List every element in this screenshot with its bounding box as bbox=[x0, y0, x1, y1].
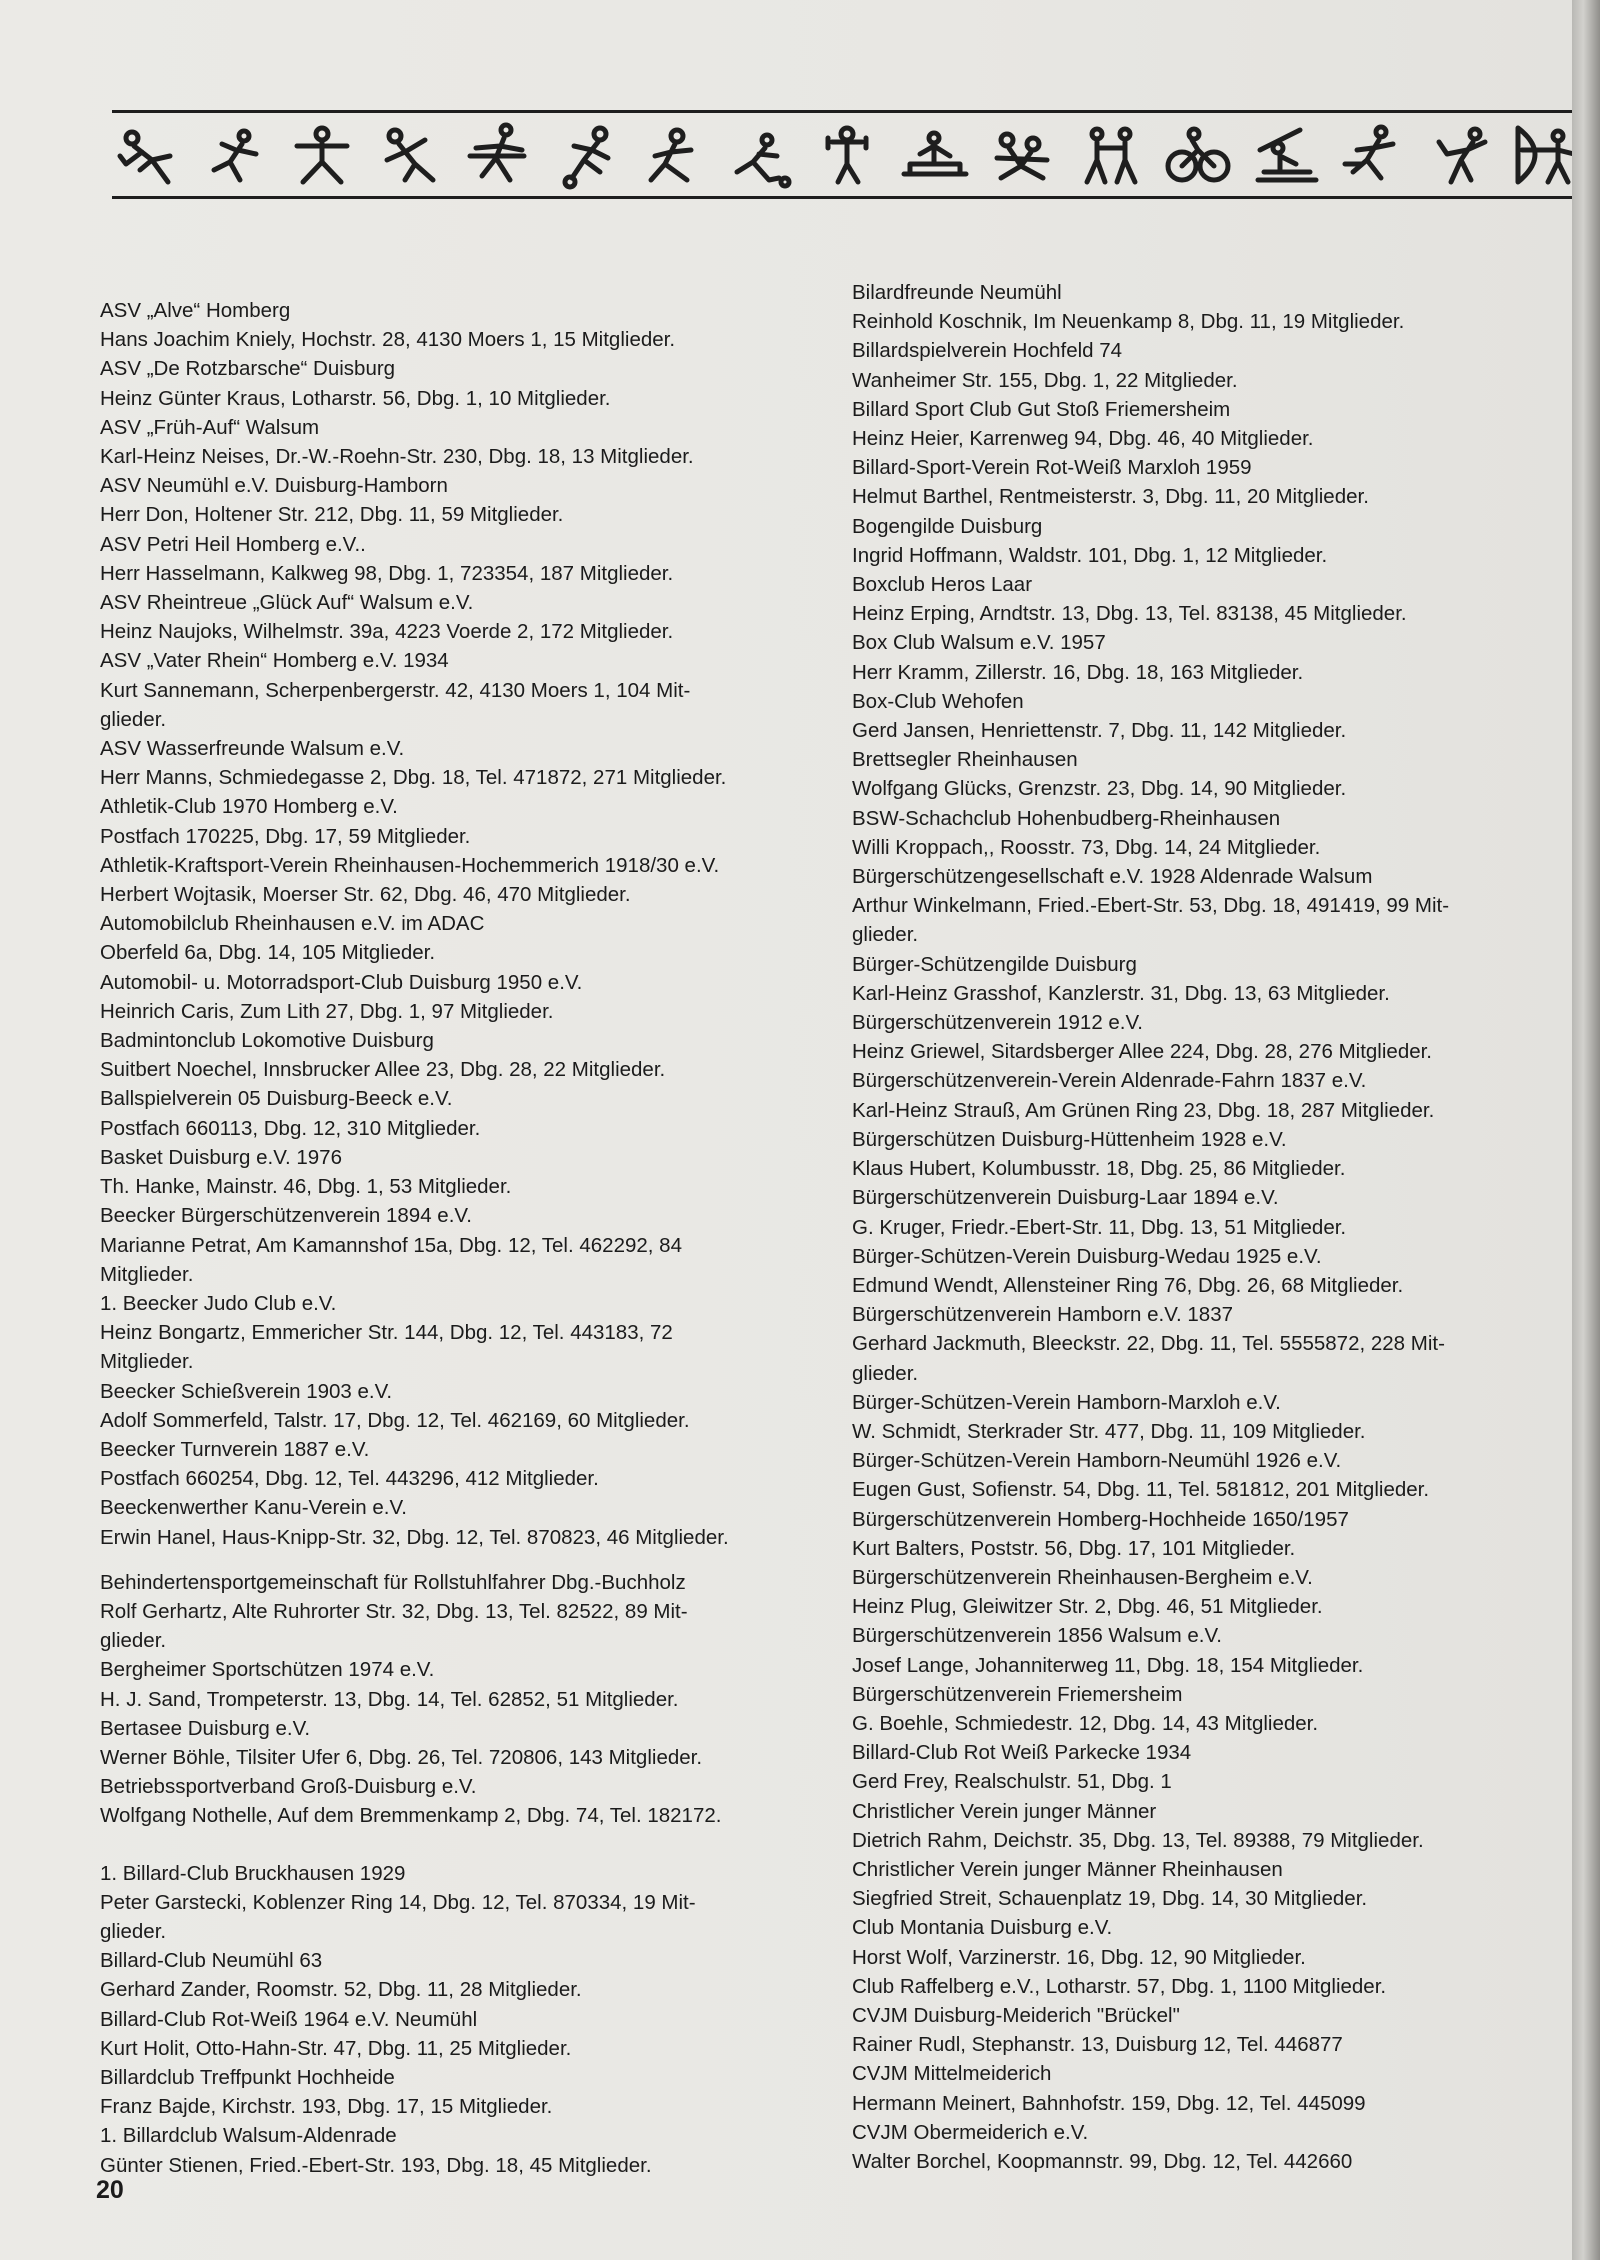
club-contact: Wanheimer Str. 155, Dbg. 1, 22 Mitglieder. bbox=[852, 368, 1238, 392]
club-contact-continued: glieder. bbox=[100, 707, 167, 731]
left-column bbox=[100, 296, 790, 2180]
club-entry bbox=[100, 2121, 790, 2179]
club-entry bbox=[100, 734, 790, 792]
club-name: Automobil- u. Motorradsport-Club Duisburg 1950 e.V. bbox=[100, 970, 583, 994]
high-jump-icon bbox=[462, 120, 532, 190]
club-entry bbox=[100, 792, 790, 850]
club-entry bbox=[852, 1183, 1544, 1241]
club-entry bbox=[100, 1568, 790, 1656]
club-contact: Ingrid Hoffmann, Waldstr. 101, Dbg. 1, 12 Mitglieder. bbox=[852, 543, 1328, 567]
club-contact: Peter Garstecki, Koblenzer Ring 14, Dbg. 12, Tel. 870334, 19 Mit- bbox=[100, 1890, 696, 1914]
club-name: BSW-Schachclub Hohenbudberg-Rheinhausen bbox=[852, 806, 1281, 830]
club-contact: Kurt Holit, Otto-Hahn-Str. 47, Dbg. 11, 25 Mitglieder. bbox=[100, 2036, 572, 2060]
club-entry bbox=[100, 1143, 790, 1201]
club-contact: Karl-Heinz Grasshof, Kanzlerstr. 31, Dbg. 13, 63 Mitglieder. bbox=[852, 981, 1390, 1005]
club-name: Basket Duisburg e.V. 1976 bbox=[100, 1145, 342, 1169]
club-contact: Hermann Meinert, Bahnhofstr. 159, Dbg. 12, Tel. 445099 bbox=[852, 2091, 1366, 2115]
club-name: Bürgerschützenverein Duisburg-Laar 1894 e.V. bbox=[852, 1186, 1279, 1210]
kicking-icon bbox=[725, 120, 795, 190]
club-entry bbox=[100, 1655, 790, 1713]
club-contact: Gerd Frey, Realschulstr. 51, Dbg. 1 bbox=[852, 1770, 1172, 1794]
club-name: Box Club Walsum e.V. 1957 bbox=[852, 631, 1106, 655]
volleyball-icon bbox=[1425, 120, 1495, 190]
club-entry bbox=[852, 1008, 1544, 1066]
club-contact: Suitbert Noechel, Innsbrucker Allee 23, Dbg. 28, 22 Mitglieder. bbox=[100, 1058, 666, 1082]
club-name: ASV Wasserfreunde Walsum e.V. bbox=[100, 737, 405, 761]
wrestling-icon bbox=[987, 120, 1057, 190]
club-entry bbox=[852, 336, 1544, 394]
club-name: Bürgerschützenverein Hamborn e.V. 1837 bbox=[852, 1303, 1234, 1327]
club-entry bbox=[100, 909, 790, 967]
club-name: Club Montania Duisburg e.V. bbox=[852, 1916, 1113, 1940]
club-contact: Adolf Sommerfeld, Talstr. 17, Dbg. 12, Tel. 462169, 60 Mitglieder. bbox=[100, 1408, 690, 1432]
club-contact: Heinz Naujoks, Wilhelmstr. 39a, 4223 Voerde 2, 172 Mitglieder. bbox=[100, 620, 674, 644]
club-entry bbox=[852, 2001, 1544, 2059]
club-name: ASV Rheintreue „Glück Auf“ Walsum e.V. bbox=[100, 591, 474, 615]
football-icon bbox=[550, 120, 620, 190]
club-name: Christlicher Verein junger Männer bbox=[852, 1799, 1157, 1823]
club-entry bbox=[852, 453, 1544, 511]
club-contact: Erwin Hanel, Haus-Knipp-Str. 32, Dbg. 12, Tel. 870823, 46 Mitglieder. bbox=[100, 1525, 729, 1549]
club-name: Bürger-Schützengilde Duisburg bbox=[852, 952, 1137, 976]
club-name: Bürgerschützenverein 1856 Walsum e.V. bbox=[852, 1624, 1222, 1648]
club-contact-continued: Mitglieder. bbox=[100, 1262, 194, 1286]
club-contact: Franz Bajde, Kirchstr. 193, Dbg. 17, 15 Mitglieder. bbox=[100, 2095, 553, 2119]
club-entry bbox=[852, 512, 1544, 570]
club-contact: Gerd Jansen, Henriettenstr. 7, Dbg. 11, 142 Mitglieder. bbox=[852, 719, 1347, 743]
club-entry bbox=[852, 1913, 1544, 1971]
club-entry bbox=[100, 588, 790, 646]
club-name: Bertasee Duisburg e.V. bbox=[100, 1716, 311, 1740]
club-entry bbox=[100, 1772, 790, 1830]
club-name: CVJM Obermeiderich e.V. bbox=[852, 2120, 1089, 2144]
club-name: ASV Neumühl e.V. Duisburg-Hamborn bbox=[100, 474, 448, 498]
club-name: Club Raffelberg e.V., Lotharstr. 57, Dbg. 1, 1100 Mitglieder. bbox=[852, 1974, 1387, 1998]
club-entry bbox=[852, 1242, 1544, 1300]
club-name: CVJM Duisburg-Meiderich "Brückel" bbox=[852, 2003, 1180, 2027]
club-entry bbox=[100, 1435, 790, 1493]
club-entry bbox=[100, 968, 790, 1026]
club-name: Billard-Club Neumühl 63 bbox=[100, 1949, 323, 1973]
club-contact: Wolfgang Nothelle, Auf dem Bremmenkamp 2, Dbg. 74, Tel. 182172. bbox=[100, 1804, 722, 1828]
club-name: Billardspielverein Hochfeld 74 bbox=[852, 339, 1123, 363]
club-entry bbox=[100, 1859, 790, 1947]
hurdles-icon bbox=[112, 120, 182, 190]
club-entry bbox=[100, 1084, 790, 1142]
club-name: Automobilclub Rheinhausen e.V. im ADAC bbox=[100, 912, 485, 936]
club-name: Bilardfreunde Neumühl bbox=[852, 281, 1062, 304]
page-edge-shadow bbox=[1572, 0, 1600, 2260]
weightlifting-icon bbox=[812, 120, 882, 190]
club-entry bbox=[852, 1505, 1544, 1563]
relay-icon bbox=[200, 120, 270, 190]
club-entry bbox=[100, 354, 790, 412]
club-entry bbox=[100, 2063, 790, 2121]
club-contact: Willi Kroppach,, Roosstr. 73, Dbg. 14, 24 Mitglieder. bbox=[852, 835, 1321, 859]
club-contact: Heinz Griewel, Sitardsberger Allee 224, Dbg. 28, 276 Mitglieder. bbox=[852, 1040, 1433, 1064]
club-entry bbox=[100, 530, 790, 588]
club-name: Bürger-Schützen-Verein Hamborn-Marxloh e.V. bbox=[852, 1390, 1281, 1414]
club-name: Ballspielverein 05 Duisburg-Beeck e.V. bbox=[100, 1087, 453, 1111]
club-contact: Oberfeld 6a, Dbg. 14, 105 Mitglieder. bbox=[100, 941, 436, 965]
club-contact-continued: Mitglieder. bbox=[100, 1350, 194, 1374]
club-name: ASV „Alve“ Homberg bbox=[100, 299, 291, 322]
club-contact: Eugen Gust, Sofienstr. 54, Dbg. 11, Tel. 581812, 201 Mitglieder. bbox=[852, 1478, 1430, 1502]
club-entry bbox=[852, 804, 1544, 862]
club-entry bbox=[852, 628, 1544, 686]
club-entry bbox=[100, 1714, 790, 1772]
club-contact: W. Schmidt, Sterkrader Str. 477, Dbg. 11, 109 Mitglieder. bbox=[852, 1419, 1366, 1443]
club-entry bbox=[100, 646, 790, 734]
club-name: 1. Beecker Judo Club e.V. bbox=[100, 1291, 337, 1315]
club-name: Boxclub Heros Laar bbox=[852, 573, 1033, 597]
club-name: Badmintonclub Lokomotive Duisburg bbox=[100, 1029, 434, 1053]
club-entry bbox=[100, 1201, 790, 1289]
club-contact-continued: glieder. bbox=[852, 1361, 919, 1385]
ball-throw-icon bbox=[375, 120, 445, 190]
club-contact: Werner Böhle, Tilsiter Ufer 6, Dbg. 26, Tel. 720806, 143 Mitglieder. bbox=[100, 1745, 703, 1769]
club-contact: Karl-Heinz Neises, Dr.-W.-Roehn-Str. 230, Dbg. 18, 13 Mitglieder. bbox=[100, 445, 694, 469]
club-entry bbox=[100, 1377, 790, 1435]
club-entry bbox=[852, 1300, 1544, 1388]
club-entry bbox=[852, 2118, 1544, 2176]
club-entry bbox=[852, 1797, 1544, 1855]
club-name: Bürgerschützenverein Homberg-Hochheide 1650/1957 bbox=[852, 1507, 1349, 1531]
club-contact: Walter Borchel, Koopmannstr. 99, Dbg. 12, Tel. 442660 bbox=[852, 2150, 1353, 2173]
club-contact-continued: glieder. bbox=[100, 1629, 167, 1653]
club-name: CVJM Mittelmeiderich bbox=[852, 2062, 1052, 2086]
club-contact: Kurt Sannemann, Scherpenbergerstr. 42, 4130 Moers 1, 104 Mit- bbox=[100, 678, 691, 702]
club-name: 1. Billard-Club Bruckhausen 1929 bbox=[100, 1861, 406, 1885]
club-contact: Herr Hasselmann, Kalkweg 98, Dbg. 1, 723354, 187 Mitglieder. bbox=[100, 561, 674, 585]
club-entry bbox=[852, 1066, 1544, 1124]
club-name: Bürgerschützenverein Friemersheim bbox=[852, 1682, 1183, 1706]
club-contact: Herbert Wojtasik, Moerser Str. 62, Dbg. 46, 470 Mitglieder. bbox=[100, 883, 631, 907]
club-name: Bürger-Schützen-Verein Duisburg-Wedau 1925 e.V. bbox=[852, 1244, 1322, 1268]
club-name: Billard-Club Rot-Weiß 1964 e.V. Neumühl bbox=[100, 2007, 478, 2031]
club-entry bbox=[100, 1493, 790, 1551]
club-contact: Marianne Petrat, Am Kamannshof 15a, Dbg. 12, Tel. 462292, 84 bbox=[100, 1233, 682, 1257]
club-contact: Rainer Rudl, Stephanstr. 13, Duisburg 12, Tel. 446877 bbox=[852, 2033, 1343, 2057]
club-contact: Postfach 660254, Dbg. 12, Tel. 443296, 412 Mitglieder. bbox=[100, 1467, 599, 1491]
club-name: Bürgerschützen Duisburg-Hüttenheim 1928 e.V. bbox=[852, 1127, 1287, 1151]
club-name: Bürger-Schützen-Verein Hamborn-Neumühl 1926 e.V. bbox=[852, 1449, 1342, 1473]
club-contact: Siegfried Streit, Schauenplatz 19, Dbg. 14, 30 Mitglieder. bbox=[852, 1887, 1368, 1911]
cycling-icon bbox=[1162, 120, 1232, 190]
club-contact: H. J. Sand, Trompeterstr. 13, Dbg. 14, Tel. 62852, 51 Mitglieder. bbox=[100, 1687, 679, 1711]
club-contact: Herr Don, Holtener Str. 212, Dbg. 11, 59 Mitglieder. bbox=[100, 503, 564, 527]
club-name: Beecker Bürgerschützenverein 1894 e.V. bbox=[100, 1204, 472, 1228]
club-contact-continued: glieder. bbox=[100, 1919, 167, 1943]
club-contact: Klaus Hubert, Kolumbusstr. 18, Dbg. 25, 86 Mitglieder. bbox=[852, 1157, 1346, 1181]
club-entry bbox=[100, 1026, 790, 1084]
club-contact-continued: glieder. bbox=[852, 923, 919, 947]
club-name: Bürgerschützenverein-Verein Aldenrade-Fahrn 1837 e.V. bbox=[852, 1069, 1367, 1093]
club-name: Bürgerschützengesellschaft e.V. 1928 Aldenrade Walsum bbox=[852, 865, 1373, 889]
club-contact: Günter Stienen, Fried.-Ebert-Str. 193, Dbg. 18, 45 Mitglieder. bbox=[100, 2153, 652, 2177]
club-contact: Heinz Plug, Gleiwitzer Str. 2, Dbg. 46, 51 Mitglieder. bbox=[852, 1595, 1323, 1619]
club-name: Beecker Schießverein 1903 e.V. bbox=[100, 1379, 393, 1403]
fencing-icon bbox=[1075, 120, 1145, 190]
club-entry bbox=[100, 413, 790, 471]
club-entry bbox=[852, 1855, 1544, 1913]
club-contact: Th. Hanke, Mainstr. 46, Dbg. 1, 53 Mitglieder. bbox=[100, 1175, 512, 1199]
club-entry bbox=[852, 862, 1544, 950]
club-name: Betriebssportverband Groß-Duisburg e.V. bbox=[100, 1775, 477, 1799]
club-name: 1. Billardclub Walsum-Aldenrade bbox=[100, 2124, 397, 2148]
club-contact: Arthur Winkelmann, Fried.-Ebert-Str. 53, Dbg. 18, 491419, 99 Mit- bbox=[852, 894, 1450, 918]
club-name: Billard Sport Club Gut Stoß Friemersheim bbox=[852, 397, 1231, 421]
club-contact: Wolfgang Glücks, Grenzstr. 23, Dbg. 14, 90 Mitglieder. bbox=[852, 777, 1347, 801]
rowing-icon bbox=[900, 120, 970, 190]
club-entry bbox=[852, 950, 1544, 1008]
club-name: ASV „De Rotzbarsche“ Duisburg bbox=[100, 357, 396, 381]
sport-pictogram-strip bbox=[112, 118, 1582, 192]
club-name: ASV Petri Heil Homberg e.V.. bbox=[100, 532, 366, 556]
club-name: ASV „Vater Rhein“ Homberg e.V. 1934 bbox=[100, 649, 449, 673]
club-contact: Herr Manns, Schmiedegasse 2, Dbg. 18, Tel. 471872, 271 Mitglieder. bbox=[100, 766, 727, 790]
club-entry bbox=[852, 745, 1544, 803]
header-rule-top bbox=[112, 110, 1582, 113]
club-contact: Helmut Barthel, Rentmeisterstr. 3, Dbg. 11, 20 Mitglieder. bbox=[852, 485, 1369, 509]
gymnastics-icon bbox=[287, 120, 357, 190]
club-entry bbox=[100, 296, 790, 354]
club-name: Athletik-Kraftsport-Verein Rheinhausen-Hochemmerich 1918/30 e.V. bbox=[100, 853, 720, 877]
club-name: Brettsegler Rheinhausen bbox=[852, 748, 1078, 772]
club-contact: Dietrich Rahm, Deichstr. 35, Dbg. 13, Tel. 89388, 79 Mitglieder. bbox=[852, 1828, 1424, 1852]
club-contact: Herr Kramm, Zillerstr. 16, Dbg. 18, 163 Mitglieder. bbox=[852, 660, 1304, 684]
club-name: Billard-Club Rot Weiß Parkecke 1934 bbox=[852, 1741, 1192, 1765]
club-entry bbox=[852, 1621, 1544, 1679]
club-contact: Gerhard Zander, Roomstr. 52, Dbg. 11, 28 Mitglieder. bbox=[100, 1978, 582, 2002]
club-contact: Heinz Bongartz, Emmericher Str. 144, Dbg. 12, Tel. 443183, 72 bbox=[100, 1321, 673, 1345]
club-contact: Postfach 660113, Dbg. 12, 310 Mitglieder. bbox=[100, 1116, 481, 1140]
club-name: Bergheimer Sportschützen 1974 e.V. bbox=[100, 1658, 435, 1682]
club-contact: Heinz Günter Kraus, Lotharstr. 56, Dbg. 1, 10 Mitglieder. bbox=[100, 386, 611, 410]
club-name: Billard-Sport-Verein Rot-Weiß Marxloh 1959 bbox=[852, 456, 1252, 480]
club-name: Athletik-Club 1970 Homberg e.V. bbox=[100, 795, 398, 819]
club-entry bbox=[100, 2005, 790, 2063]
club-entry bbox=[852, 1446, 1544, 1504]
club-contact: G. Kruger, Friedr.-Ebert-Str. 11, Dbg. 13, 51 Mitglieder. bbox=[852, 1215, 1347, 1239]
club-entry bbox=[100, 851, 790, 909]
club-contact: Josef Lange, Johanniterweg 11, Dbg. 18, 154 Mitglieder. bbox=[852, 1653, 1364, 1677]
club-contact: Heinz Heier, Karrenweg 94, Dbg. 46, 40 Mitglieder. bbox=[852, 427, 1314, 451]
club-entry bbox=[852, 1125, 1544, 1183]
club-name: Billardclub Treffpunkt Hochheide bbox=[100, 2065, 395, 2089]
club-entry bbox=[100, 471, 790, 529]
running-icon bbox=[1337, 120, 1407, 190]
club-name: Bürgerschützenverein Rheinhausen-Bergheim e.V. bbox=[852, 1565, 1313, 1589]
header-rule-bottom bbox=[112, 196, 1582, 199]
club-contact: Edmund Wendt, Allensteiner Ring 76, Dbg. 26, 68 Mitglieder. bbox=[852, 1273, 1404, 1297]
club-entry bbox=[100, 1289, 790, 1377]
club-entry bbox=[852, 1563, 1544, 1621]
sailing-icon bbox=[1250, 120, 1320, 190]
club-entry bbox=[852, 570, 1544, 628]
club-contact: Gerhard Jackmuth, Bleeckstr. 22, Dbg. 11, Tel. 5555872, 228 Mit- bbox=[852, 1332, 1445, 1356]
club-contact: Hans Joachim Kniely, Hochstr. 28, 4130 Moers 1, 15 Mitglieder. bbox=[100, 328, 676, 352]
club-contact: Karl-Heinz Strauß, Am Grünen Ring 23, Dbg. 18, 287 Mitglieder. bbox=[852, 1098, 1435, 1122]
page-number: 20 bbox=[96, 2176, 124, 2204]
club-contact: Reinhold Koschnik, Im Neuenkamp 8, Dbg. 11, 19 Mitglieder. bbox=[852, 310, 1405, 334]
club-name: Beeckenwerther Kanu-Verein e.V. bbox=[100, 1496, 407, 1520]
club-contact: G. Boehle, Schmiedestr. 12, Dbg. 14, 43 Mitglieder. bbox=[852, 1711, 1319, 1735]
club-name: Christlicher Verein junger Männer Rheinhausen bbox=[852, 1857, 1283, 1881]
club-contact: Heinrich Caris, Zum Lith 27, Dbg. 1, 97 Mitglieder. bbox=[100, 999, 554, 1023]
club-contact: Heinz Erping, Arndtstr. 13, Dbg. 13, Tel. 83138, 45 Mitglieder. bbox=[852, 602, 1407, 626]
club-contact: Kurt Balters, Poststr. 56, Dbg. 17, 101 Mitglieder. bbox=[852, 1536, 1296, 1560]
right-column bbox=[852, 278, 1544, 2176]
club-entry bbox=[852, 278, 1544, 336]
club-entry bbox=[852, 1738, 1544, 1796]
club-entry bbox=[100, 1946, 790, 2004]
club-entry bbox=[852, 1680, 1544, 1738]
club-contact: Rolf Gerhartz, Alte Ruhrorter Str. 32, Dbg. 13, Tel. 82522, 89 Mit- bbox=[100, 1599, 688, 1623]
club-name: ASV „Früh-Auf“ Walsum bbox=[100, 415, 320, 439]
club-name: Beecker Turnverein 1887 e.V. bbox=[100, 1437, 370, 1461]
club-name: Bogengilde Duisburg bbox=[852, 514, 1043, 538]
club-entry bbox=[852, 2059, 1544, 2117]
club-name: Box-Club Wehofen bbox=[852, 689, 1024, 713]
club-entry bbox=[852, 687, 1544, 745]
club-name: Behindertensportgemeinschaft für Rollstuhlfahrer Dbg.-Buchholz bbox=[100, 1570, 686, 1594]
handball-icon bbox=[637, 120, 707, 190]
club-entry bbox=[852, 1388, 1544, 1446]
club-contact: Horst Wolf, Varzinerstr. 16, Dbg. 12, 90 Mitglieder. bbox=[852, 1945, 1306, 1969]
club-entry bbox=[852, 395, 1544, 453]
club-entry bbox=[852, 1972, 1544, 2001]
club-name: Bürgerschützenverein 1912 e.V. bbox=[852, 1011, 1143, 1035]
club-contact: Postfach 170225, Dbg. 17, 59 Mitglieder. bbox=[100, 824, 471, 848]
